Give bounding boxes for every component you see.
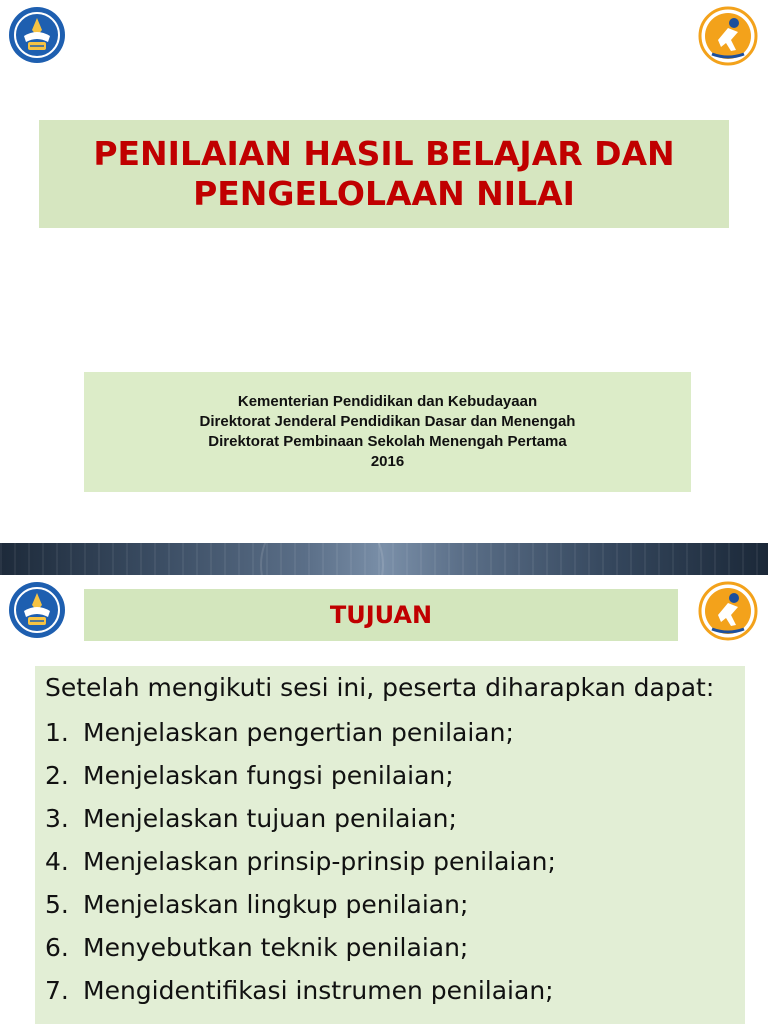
objective-number: 2. (45, 761, 69, 790)
objective-text: Menyebutkan teknik penilaian; (83, 933, 469, 962)
slide-objectives (0, 575, 768, 1024)
curriculum-logo-icon (698, 581, 758, 641)
objective-item (45, 840, 735, 883)
objective-number: 1. (45, 718, 69, 747)
objective-item (45, 969, 735, 1012)
objective-text: Menjelaskan pengertian penilaian; (83, 718, 514, 747)
institution-info (84, 372, 691, 492)
objective-text: Mengidentifikasi instrumen penilaian; (83, 976, 554, 1005)
objective-number: 3. (45, 804, 69, 833)
objectives-list (45, 711, 735, 1012)
ministry-logo-icon (8, 581, 66, 639)
objective-item (45, 754, 735, 797)
objectives-heading: TUJUAN (329, 601, 433, 629)
objectives-heading-banner (84, 589, 678, 641)
directorate: Direktorat Pembinaan Sekolah Menengah Pertama (208, 433, 567, 450)
objective-number: 7. (45, 976, 69, 1005)
year: 2016 (370, 453, 405, 470)
title-banner (39, 120, 729, 228)
objective-item (45, 797, 735, 840)
slide-separator (0, 543, 768, 575)
objective-item (45, 883, 735, 926)
objective-number: 5. (45, 890, 69, 919)
objective-text: Menjelaskan lingkup penilaian; (83, 890, 469, 919)
title-line-2: PENGELOLAAN NILAI (193, 174, 575, 213)
objective-item (45, 711, 735, 754)
objectives-intro: Setelah mengikuti sesi ini, peserta diharapkan dapat: (45, 673, 715, 702)
objective-text: Menjelaskan prinsip-prinsip penilaian; (83, 847, 556, 876)
directorate-general: Direktorat Jenderal Pendidikan Dasar dan Menengah (199, 413, 576, 430)
ministry-logo-icon (8, 6, 66, 64)
ministry-name: Kementerian Pendidikan dan Kebudayaan (237, 393, 538, 410)
objective-text: Menjelaskan tujuan penilaian; (83, 804, 457, 833)
objective-text: Menjelaskan fungsi penilaian; (83, 761, 454, 790)
objective-item (45, 926, 735, 969)
objectives-content (35, 666, 745, 1024)
objective-number: 4. (45, 847, 69, 876)
objective-number: 6. (45, 933, 69, 962)
title-line-1: PENILAIAN HASIL BELAJAR DAN (93, 134, 675, 173)
curriculum-logo-icon (698, 6, 758, 66)
